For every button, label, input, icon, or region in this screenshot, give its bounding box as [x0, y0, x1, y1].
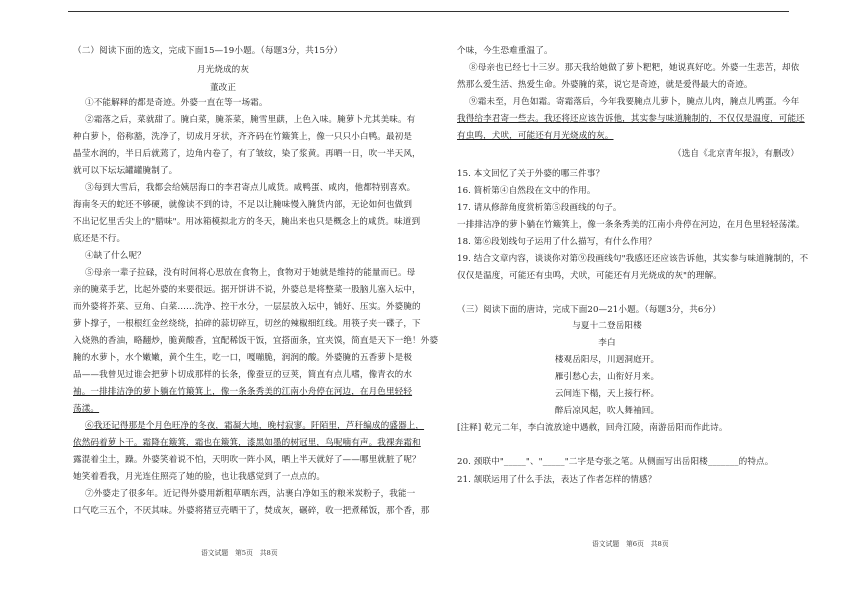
article-author: 董改正: [209, 83, 237, 93]
paragraph-line: ②霜落之后，菜就甜了。腌白菜，腌茶菜，腌雪里蕻，上色入味。腌萝卜尤其美味。有: [85, 115, 416, 125]
source-note: （选自《北京青年报》，有删改）: [673, 149, 800, 159]
paragraph-line: 晶莹水润的，半日后就蔫了，边角内卷了，有了皱纹，染了浆黄。再晒一日，吹一半天风，: [73, 149, 421, 159]
paragraph-line: 就可以下坛坛罐罐腌制了。: [73, 166, 178, 176]
poem-author: 李白: [598, 338, 616, 348]
question-17: 17. 请从修辞角度赏析第⑤段画线的句子。: [457, 203, 622, 213]
question-19-cont: 仅仅是温度，可能还有虫鸣，犬吠，可能还有月光烧成的灰"的理解。: [457, 271, 722, 281]
left-page-footer: 语文试题 第5页 共8页: [201, 549, 278, 557]
question-20: 20. 颈联中"_____"、"_____"二字是夸张之笔。从侧面写出岳阳楼_______的特点。: [457, 457, 774, 467]
left-column: [73, 0, 439, 596]
paragraph-line: ④缺了什么呢？: [85, 251, 146, 261]
paragraph-line: ⑤母亲一辈子拉碌，没有时间将心思放在食物上，食物对于她就是维持的能量而已。母: [85, 268, 416, 278]
question-16: 16. 简析第④自然段在文中的作用。: [457, 186, 596, 196]
paragraph-line: 而外婆将芥菜、豆角、白菜……洗净、控干水分，一层层放入坛中，铺好、压实。外婆腌的: [73, 302, 421, 312]
paragraph-line: 品——我曾见过谁会把萝卜切成那样的长条，像蚕豆的豆荚，简直有点儿嗜，像青衣的水: [73, 370, 413, 380]
paragraph-line: 亲的腌菜手艺，比起外婆的来要很远。据开饼讲不说，外婆总是将整菜一股脑儿塞入坛中，: [73, 285, 421, 295]
article-title: 月光烧成的灰: [196, 65, 250, 75]
paragraph-line: 露混着尘土，躁。外婆笑着说不怕，天明吹一阵小风，晒上半天就好了——哪里就脏了呢？: [73, 455, 421, 465]
poem-line: 雁引愁心去，山衔好月来。: [554, 372, 660, 382]
section-heading: （三）阅读下面的唐诗，完成下面20—21小题。（每题3分，共6分）: [457, 305, 721, 315]
underlined-line: 依然码着萝卜干。霜降在簸箕，霜也在簸箕，漆黑如墨的树冠里，鸟呢喃有声。我裸奔霜和: [73, 438, 421, 448]
paragraph-line: 底还是不行。: [73, 234, 126, 244]
paragraph-line: 海南冬天的蛇还不够硬，就像读不到的诗，不足以让腌味慢入腌货内部，无论如何也做到: [73, 200, 413, 210]
paragraph-line: 不出记忆里舌尖上的"腊味"。用冰箱模拟北方的冬天，腌出来也只是概念上的咸货。味道到: [73, 217, 421, 227]
underlined-line: 有虫鸣，犬吠，可能还有月光烧成的灰。: [457, 131, 614, 141]
paragraph-line: 腌的水萝卜，水个嫩嫩，黄个生生，吃一口，嘎嘣脆，润润的酸。外婆腌的五香萝卜是极: [73, 353, 413, 363]
paragraph-line: 种白萝卜，俗称豁，洗净了，切成月牙状，齐齐码在竹簸箕上，像一只只小白鸭。最初是: [73, 132, 413, 142]
poem-line: 楼观岳阳尽，川迥洞庭开。: [554, 355, 660, 365]
question-15: 15. 本文回忆了关于外婆的哪三件事？: [457, 169, 605, 179]
paragraph-line: 个味，今生恐难重温了。: [457, 46, 553, 56]
right-column: [457, 0, 809, 596]
poem-title: 与夏十二登岳阳楼: [572, 321, 642, 331]
quoted-sentence: 一排排洁净的萝卜躺在竹簸箕上，像一条条秀美的江南小舟停在河边，在月色里轻轻荡漾。: [457, 220, 805, 230]
paragraph-line: ⑦外婆走了很多年。近记得外婆用新粗草晒东西，沾裹白净如玉的粮米炭粉子，我能一: [85, 489, 416, 499]
paragraph-line: ①不能解释的都是奇迹。外婆一直在等一场霜。: [85, 98, 268, 108]
section-heading: （二）阅读下面的选文，完成下面15—19小题。（每题3分，共15分）: [73, 46, 343, 56]
underlined-line: 荡漾。: [73, 404, 100, 414]
underlined-line: ⑥我还记得那是个月色旺净的冬夜，霜凝大地，晚村寂寥。阡陌里，芦秆编成的盛器上，: [85, 421, 425, 431]
paragraph-line: 萝卜撑子，一根根红金丝绕绕，拍碎的蒜切碎互，切丝的辣椒细红线。用筷子夹一碟子，下: [73, 319, 421, 329]
paragraph-line: ③每到大雪后，我都会给姨居海口的李君寄点儿咸货。咸鸭蛋、咸肉，他都特别喜欢。: [85, 183, 416, 193]
paragraph-line: ⑨霜未至，月色如霜。寄霜落后，今年我要腌点儿萝卜，腌点儿肉，腌点儿鸭蛋。今年: [469, 97, 800, 107]
question-21: 21. 颔联运用了什么手法，表达了作者怎样的情感？: [457, 475, 657, 485]
underlined-line: 袖。一排排洁净的萝卜躺在竹簸箕上，像一条条秀美的江南小舟停在河边，在月色里轻轻: [73, 387, 413, 397]
paragraph-line: 口气吃三五个，不厌其味。外婆将猪豆壳晒干了，焚成灰，碾碎，收一把煮稀饭，那个香，那: [73, 506, 430, 516]
paragraph-line: 入烧熟的香油，略翻炒，脆黄酸香，宜配稀饭干饭，宜搭面条，宜夹馍，简直是天下一绝！外婆: [73, 336, 439, 346]
question-18: 18. 第⑥段划线句子运用了什么描写，有什么作用？: [457, 237, 657, 247]
question-19: 19. 结合文章内容，谈谈你对第⑨段画线句"我感还还应该告诉他，其实参与味道腌制的，不: [457, 254, 809, 264]
poem-line: 醉后凉风起，吹人舞袖回。: [554, 406, 660, 416]
poem-line: 云间连下榻，天上接行杯。: [554, 389, 660, 399]
paragraph-line: 然那么爱生活、热爱生命。外婆腌的菜，说它是奇迹，就是爱得最大的奇迹。: [457, 80, 753, 90]
underlined-line: 我得给李君寄一些去。我还将还应该告诉他，其实参与味道腌制的，不仅仅是温度，可能还: [457, 114, 805, 124]
paragraph-line: 她笑着看我，月光连住照亮了她的脸，也让我感觉到了一点点的。: [73, 472, 326, 482]
paragraph-line: ⑧母亲也已经七十三岁。那天我给她做了萝卜粑粑，她说真好吃。外婆一生悲苦，却依: [469, 63, 800, 73]
poem-note: [注释] 乾元二年，李白流放途中遇赦，回舟江陵，南游岳阳而作此诗。: [457, 423, 728, 433]
right-page-footer: 语文试题 第6页 共8页: [592, 540, 669, 548]
